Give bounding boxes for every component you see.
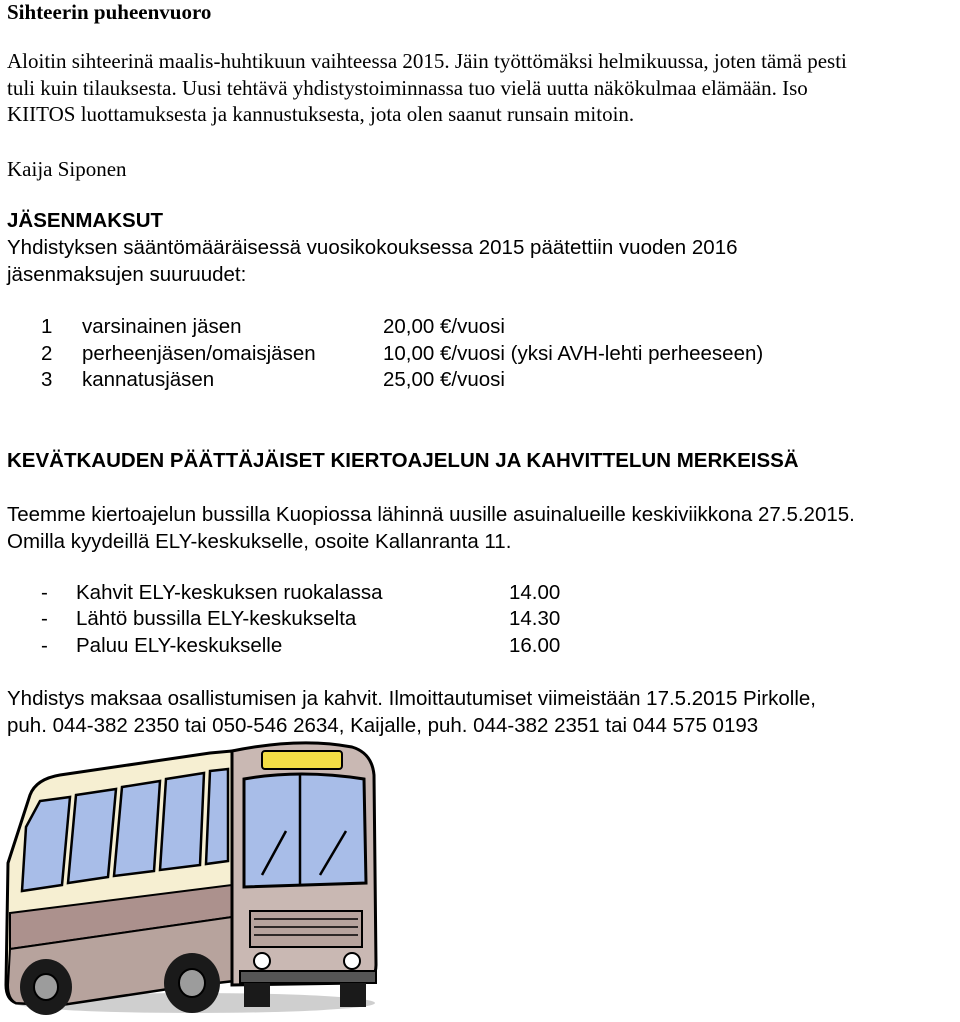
closing-line: Yhdistys maksaa osallistumisen ja kahvit. Ilmoittautumiset viimeistään 17.5.2015 Pirkolle, [7, 687, 816, 710]
intro-line: Yhdistyksen sääntömääräisessä vuosikokouksessa 2015 päätettiin vuoden 2016 [7, 236, 738, 259]
fees-heading: JÄSENMAKSUT [7, 209, 164, 232]
bumper [240, 971, 376, 983]
fee-label: varsinainen jäsen [82, 315, 242, 338]
schedule-label: Lähtö bussilla ELY-keskukselta [76, 607, 357, 630]
hubcap-rear [34, 974, 58, 1000]
schedule-label: Kahvit ELY-keskuksen ruokalassa [76, 581, 383, 604]
paragraph-line: tuli kuin tilauksesta. Uusi tehtävä yhdistystoiminnassa tuo vielä uutta näkökulmaa elämään. Iso [7, 75, 808, 100]
schedule-label: Paluu ELY-keskukselle [76, 634, 283, 657]
schedule-dash: - [41, 581, 48, 604]
paragraph-line: KIITOS luottamuksesta ja kannustuksesta, jota olen saanut runsain mitoin. [7, 102, 635, 126]
wheel-front-far [340, 983, 366, 1007]
secretary-heading: Sihteerin puheenvuoro [7, 0, 212, 24]
fee-number: 2 [41, 342, 53, 365]
fee-number: 3 [41, 368, 53, 391]
wheel-front-right [244, 983, 270, 1007]
headlight-left [254, 953, 270, 969]
trip-heading: KEVÄTKAUDEN PÄÄTTÄJÄISET KIERTOAJELUN JA KAHVITTELUN MERKEISSÄ [7, 449, 799, 472]
fee-amount: 10,00 €/vuosi (yksi AVH-lehti perheeseen) [383, 342, 764, 365]
secretary-paragraph [7, 48, 847, 128]
fees-intro [7, 235, 738, 288]
signature: Kaija Siponen [7, 157, 127, 181]
trip-closing [7, 686, 816, 739]
schedule-time: 14.00 [509, 581, 561, 604]
trip-intro [7, 502, 855, 555]
fee-amount: 25,00 €/vuosi [383, 368, 505, 391]
destination-sign [262, 751, 342, 769]
fee-number: 1 [41, 315, 53, 338]
fee-label: kannatusjäsen [82, 368, 215, 391]
schedule-dash: - [41, 634, 48, 657]
bus-icon [0, 735, 390, 1020]
fee-amount: 20,00 €/vuosi [383, 315, 505, 338]
windshield [244, 774, 366, 887]
headlight-right [344, 953, 360, 969]
paragraph-line: Aloitin sihteerinä maalis-huhtikuun vaihteessa 2015. Jäin työttömäksi helmikuussa, joten tämä pesti [7, 49, 847, 73]
schedule-time: 16.00 [509, 634, 561, 657]
schedule-time: 14.30 [509, 607, 561, 630]
intro-line: Omilla kyydeillä ELY-keskukselle, osoite Kallanranta 11. [7, 529, 512, 553]
closing-line: puh. 044-382 2350 tai 050-546 2634, Kaijalle, puh. 044-382 2351 tai 044 575 0193 [7, 713, 759, 737]
fee-label: perheenjäsen/omaisjäsen [82, 342, 316, 365]
schedule-dash: - [41, 607, 48, 630]
hubcap-front [179, 969, 205, 997]
intro-line: jäsenmaksujen suuruudet: [7, 262, 247, 286]
grille [250, 911, 362, 947]
intro-line: Teemme kiertoajelun bussilla Kuopiossa lähinnä uusille asuinalueille keskiviikkona 27.5.2015. [7, 503, 855, 526]
